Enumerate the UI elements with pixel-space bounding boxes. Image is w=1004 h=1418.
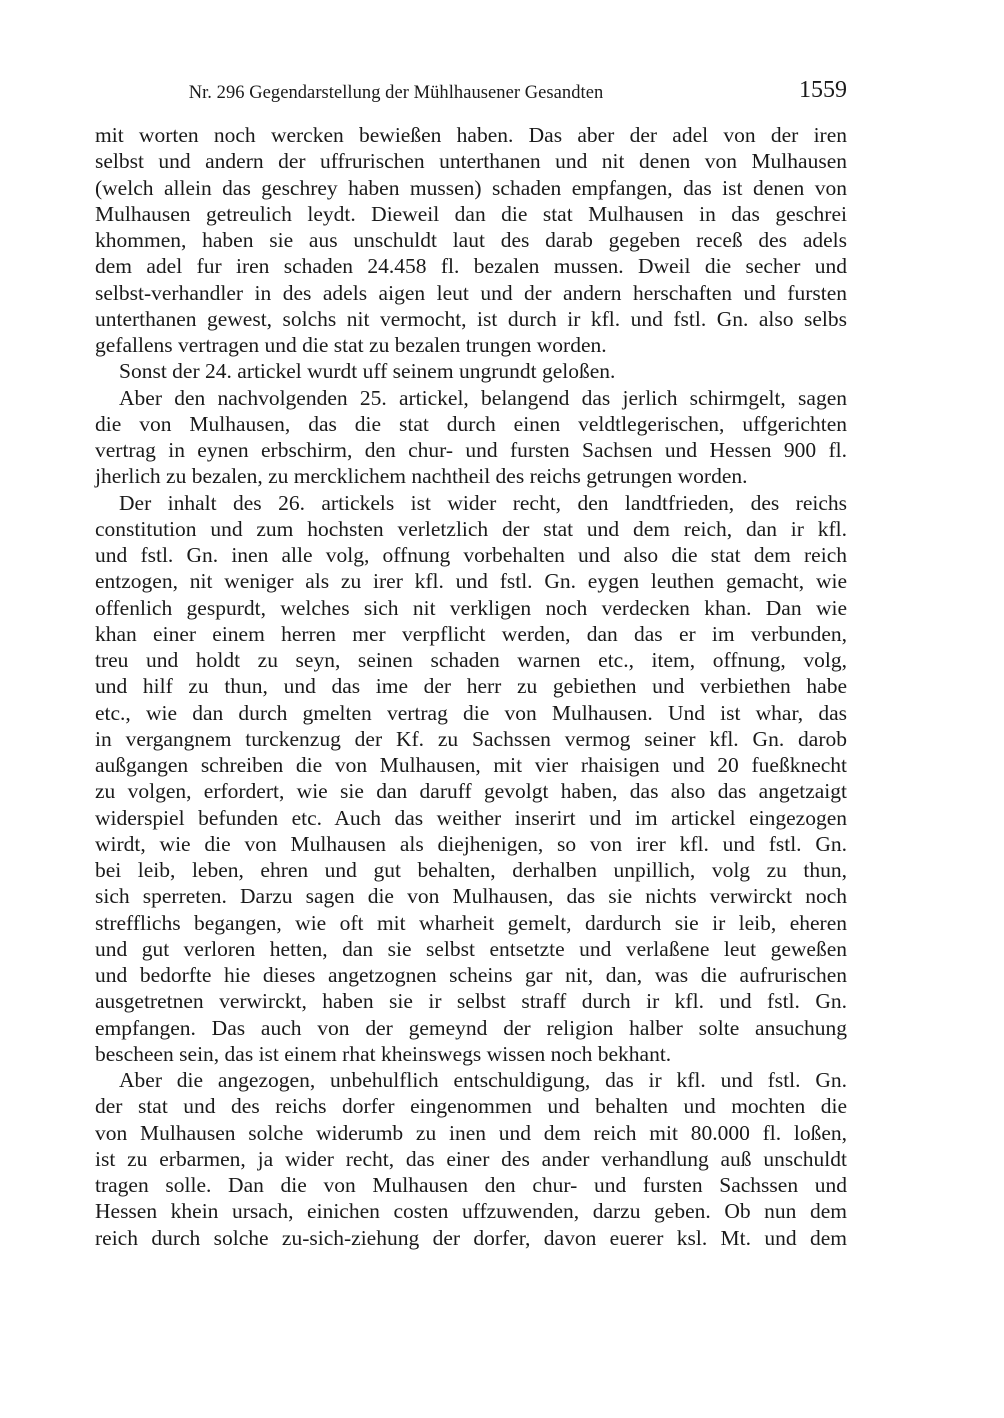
text-line: der stat und des reichs dorfer eingenommen und behalten und mochten die xyxy=(95,1094,847,1119)
text-line: treu und holdt zu seyn, seinen schaden warnen etc., item, offnung, volg, xyxy=(95,648,847,672)
text-line: zu volgen, erfordert, wie sie dan daruff gevolgt haben, das also das angetzaigt xyxy=(95,779,847,804)
text-line: etc., wie dan durch gmelten vertrag die von Mulhausen. Und ist whar, das xyxy=(95,700,847,725)
text-line: mit worten noch wercken bewießen haben. Das aber der adel von der iren xyxy=(95,123,847,147)
text-line: Hessen khein ursach, einichen costen uffzuwenden, darzu geben. Ob nun dem xyxy=(95,1199,847,1224)
text-line: strefflichs begangen, wie oft mit wharheit gemelt, dardurch sie ir leib, eheren xyxy=(95,910,847,935)
text-line: selbst und andern der uffrurischen unterthanen und nit denen von Mulhausen xyxy=(95,149,847,174)
text-line: ausgetretnen verwirckt, haben sie ir selbst straff durch ir kfl. und fstl. Gn. xyxy=(95,989,847,1014)
text-line: jherlich zu bezalen, zu mercklichem nachtheil des reichs getrungen worden. xyxy=(95,464,748,489)
text-line: sich sperreten. Darzu sagen die von Mulhausen, das sie nichts verwirckt noch xyxy=(95,884,847,909)
text-line: außgangen schreiben die von Mulhausen, mit vier rhaisigen und 20 fueßknecht xyxy=(95,753,847,777)
text-line: khan einer einem herren mer verpflicht werden, dan das er im verbunden, xyxy=(95,621,847,646)
text-line: constitution und zum hochsten verletzlich der stat und dem reich, dan ir kfl. xyxy=(95,516,847,541)
text-line: ist zu erbarmen, ja wider recht, das einer des ander verhandlung auß unschuldt xyxy=(95,1146,847,1171)
text-line: die von Mulhausen, das die stat durch einen veldtlegerischen, uffgerichten xyxy=(95,411,847,436)
text-line: gefallens vertragen und die stat zu bezalen trungen worden. xyxy=(95,333,607,357)
text-line: Aber die angezogen, unbehulflich entschuldigung, das ir kfl. und fstl. Gn. xyxy=(119,1068,847,1092)
text-line: bescheen sein, das ist einem rhat kheinswegs wissen noch bekhant. xyxy=(95,1041,672,1066)
text-line: vertrag in eynen erbschirm, den chur- und fursten Sachsen und Hessen 900 fl. xyxy=(95,438,847,462)
text-line: Der inhalt des 26. artickels ist wider recht, den landtfrieden, des reichs xyxy=(119,490,847,515)
text-line: (welch allein das geschrey haben mussen) schaden empfangen, das ist denen von xyxy=(95,175,847,200)
text-line: Mulhausen getreulich leydt. Dieweil dan die stat Mulhausen in das geschrei xyxy=(95,201,847,226)
text-line: selbst-verhandler in des adels aigen leut und der andern herschaften und fursten xyxy=(95,280,847,305)
text-line: khommen, haben sie aus unschuldt laut des darab gegeben receß des adels xyxy=(95,228,847,252)
text-line: und fstl. Gn. inen alle volg, offnung vorbehalten und also die stat dem reich xyxy=(95,543,847,567)
text-line: unterthanen gewest, solchs nit vermocht, ist durch ir kfl. und fstl. Gn. also selbs xyxy=(95,306,847,331)
text-line: widerspiel befunden etc. Auch das weither inserirt und im artickel eingezogen xyxy=(95,805,847,830)
running-title: Nr. 296 Gegendarstellung der Mühlhausener Gesandten xyxy=(188,83,604,103)
text-line: Aber den nachvolgenden 25. artickel, belangend das jerlich schirmgelt, sagen xyxy=(119,385,847,410)
text-line: empfangen. Das auch von der gemeynd der religion halber solte ansuchung xyxy=(95,1015,847,1040)
text-line: tragen solle. Dan die von Mulhausen den chur- und fursten Sachssen und xyxy=(95,1173,847,1197)
text-line: und gut verloren hetten, dan sie selbst entsetzte und verlaßene leut geweßen xyxy=(95,936,847,961)
text-line: entzogen, nit weniger als zu irer kfl. und fstl. Gn. eygen leuthen gemacht, wie xyxy=(95,569,847,594)
text-line: wirdt, wie die von Mulhausen als diejhenigen, so von irer kfl. und fstl. Gn. xyxy=(95,831,847,856)
text-line: und hilf zu thun, und das ime der herr zu gebiethen und verbiethen habe xyxy=(95,674,847,699)
text-line: von Mulhausen solche widerumb zu inen und dem reich mit 80.000 fl. loßen, xyxy=(95,1120,847,1145)
page-number: 1559 xyxy=(799,77,847,103)
text-line: reich durch solche zu-sich-ziehung der dorfer, davon euerer ksl. Mt. und dem xyxy=(95,1225,847,1250)
text-line: bei leib, leben, ehren und gut behalten, derhalben unpillich, volg zu thun, xyxy=(95,858,847,882)
text-line: und bedorfte hie dieses angetzognen scheins gar nit, dan, was die aufrurischen xyxy=(95,963,847,987)
text-line: Sonst der 24. artickel wurdt uff seinem ungrundt geloßen. xyxy=(119,359,616,384)
text-line: dem adel fur iren schaden 24.458 fl. bezalen mussen. Dweil die secher und xyxy=(95,254,847,279)
text-line: offenlich gespurdt, welches sich nit verkligen noch verdecken khan. Dan wie xyxy=(95,595,847,620)
running-head xyxy=(95,77,847,109)
text-line: in vergangnem turckenzug der Kf. zu Sachssen vermog seiner kfl. Gn. darob xyxy=(95,726,847,751)
body-text xyxy=(95,122,847,1251)
